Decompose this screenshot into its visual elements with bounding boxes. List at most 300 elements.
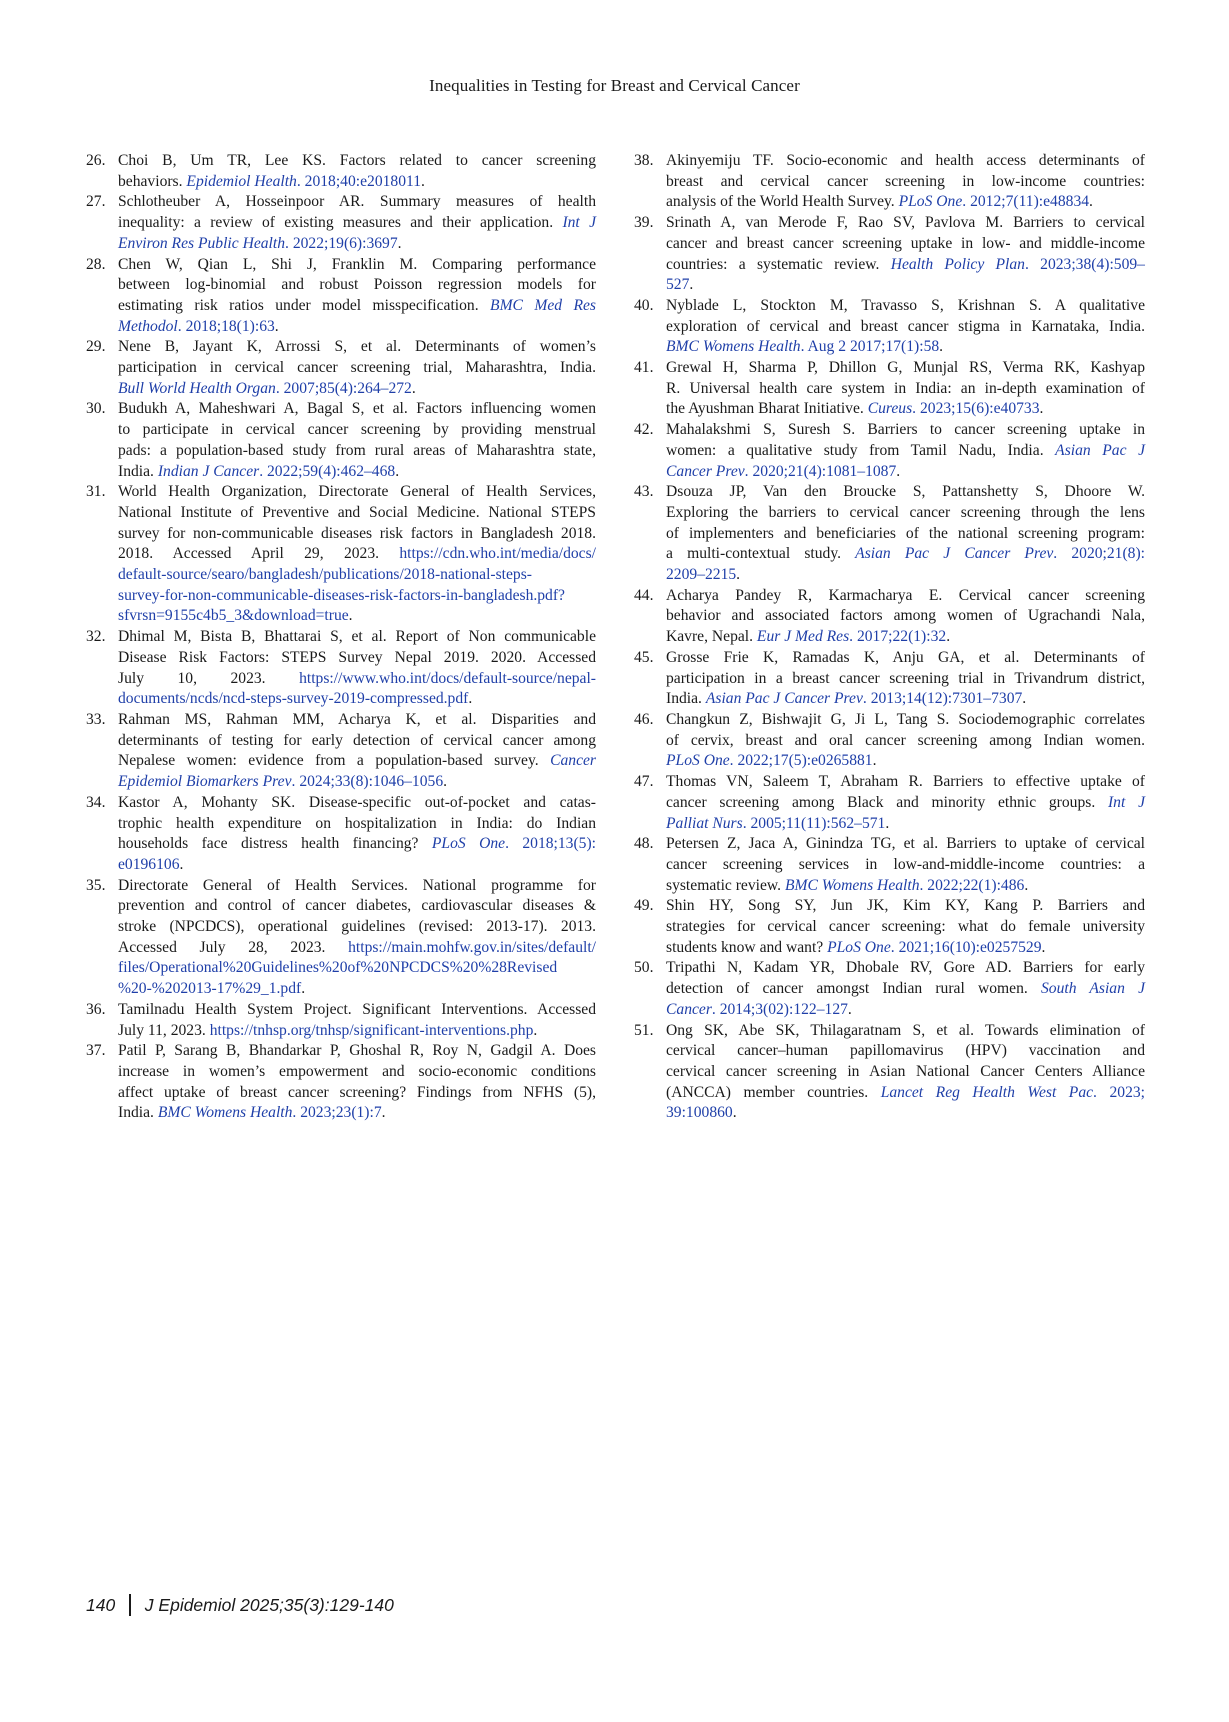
reference-line [118, 710, 596, 731]
reference-item [634, 213, 1145, 296]
reference-line [666, 337, 1145, 358]
reference-text: between log-binomial and robust Poisson regression models for [118, 276, 596, 294]
reference-link[interactable]: . 2014;3(02):122–127 [711, 1000, 848, 1018]
reference-text: Akinyemiju TF. Socio-economic and health access determinants of [666, 152, 1145, 169]
reference-line [666, 151, 1145, 172]
reference-text: . [395, 462, 400, 480]
reference-link[interactable]: . 2020;21(8): [1053, 545, 1145, 563]
reference-line [118, 689, 596, 710]
reference-text: Budukh A, Maheshwari A, Bagal S, et al. Factors influencing women [118, 400, 596, 418]
reference-text: trophic health expenditure on hospitalization in India: do Indian [118, 814, 596, 832]
reference-number: 43. [634, 483, 654, 501]
running-head: Inequalities in Testing for Breast and Cervical Cancer [429, 76, 800, 95]
reference-text: Directorate General of Health Services. National programme for [118, 876, 596, 894]
reference-text: Nene B, Jayant K, Arrossi S, et al. Determinants of women’s [118, 338, 596, 356]
reference-text: Nepalese women: evidence from a population-based survey. [118, 752, 551, 770]
reference-line [666, 462, 1145, 483]
journal-name: Environ Res Public Health [118, 234, 286, 252]
reference-text: Dsouza JP, Van den Broucke S, Pattanshetty S, Dhoore W. [666, 483, 1145, 501]
reference-link[interactable]: . 2020;21(4):1081–1087 [744, 462, 897, 480]
reference-line [666, 917, 1145, 938]
reference-text: participation in cervical cancer screening trial, Maharashtra, India. [118, 359, 596, 377]
reference-link[interactable]: survey-for-non-communicable-diseases-risk-factors-in-bangladesh.pdf? [118, 586, 565, 604]
reference-text: July 10, 2023. [118, 669, 300, 687]
reference-link[interactable]: . 2017;22(1):32 [849, 628, 947, 646]
reference-line [118, 317, 596, 338]
reference-line [118, 648, 596, 669]
reference-line [118, 669, 596, 690]
reference-item [86, 255, 596, 338]
reference-text: cancer screening among Black and minority ethnic groups. [666, 793, 1108, 811]
reference-text: . [1039, 400, 1044, 418]
reference-item [86, 192, 596, 254]
reference-line [118, 586, 596, 607]
reference-column-left [86, 151, 596, 1124]
reference-text: India. [118, 1104, 158, 1122]
reference-text: R. Universal health care system in India: an in-depth examination of [666, 379, 1145, 397]
reference-text: of cervix, breast and oral cancer screening among Indian women. [666, 731, 1145, 749]
reference-text: Ong SK, Abe SK, Thilagaratnam S, et al. Towards elimination of [666, 1021, 1145, 1039]
reference-line [118, 441, 596, 462]
reference-text: detection of cancer amongst Indian rural women. [666, 980, 1041, 998]
reference-number: 34. [86, 793, 106, 811]
reference-number: 36. [86, 1000, 106, 1018]
reference-text: Kavre, Nepal. [666, 628, 757, 646]
reference-link[interactable]: 2209–2215 [666, 566, 737, 584]
reference-line [666, 172, 1145, 193]
journal-name: Eur J Med Res [756, 628, 850, 646]
reference-text: . [1024, 876, 1029, 894]
journal-name: Asian Pac J Cancer Prev [855, 545, 1054, 563]
reference-line [118, 917, 596, 938]
reference-text: . [468, 690, 473, 708]
reference-line [118, 938, 596, 959]
reference-number: 32. [86, 628, 106, 646]
reference-line [118, 296, 596, 317]
page-number: 140 [86, 1594, 116, 1615]
reference-link[interactable]: . 2007;85(4):264–272 [275, 379, 412, 397]
reference-text: behaviors. [118, 172, 187, 190]
reference-line [118, 420, 596, 441]
reference-line [666, 503, 1145, 524]
journal-name: BMC Womens Health [784, 876, 920, 894]
reference-line [666, 565, 1145, 586]
reference-text: Srinath A, van Merode F, Rao SV, Pavlova M. Barriers to cervical [666, 214, 1145, 232]
reference-line [666, 689, 1145, 710]
reference-item [86, 482, 596, 627]
reference-text: students know and want? [666, 938, 828, 956]
reference-link[interactable]: https://tnhsp.org/tnhsp/significant-interventions.php [209, 1021, 534, 1039]
reference-link[interactable]: . 2022;59(4):462–468 [259, 462, 396, 480]
reference-text: . [381, 1104, 386, 1122]
footer-divider [129, 1594, 131, 1616]
reference-link[interactable]: . 2023; [1093, 1083, 1145, 1101]
reference-link[interactable]: . 2022;17(5):e0265881 [729, 752, 873, 770]
reference-line [666, 1000, 1145, 1021]
reference-line [118, 255, 596, 276]
reference-link[interactable]: 527 [666, 276, 690, 294]
reference-text: Choi B, Um TR, Lee KS. Factors related to cancer screening [118, 152, 596, 169]
reference-line [118, 482, 596, 503]
reference-line [118, 565, 596, 586]
reference-item [634, 296, 1145, 358]
reference-text: . [1022, 690, 1027, 708]
reference-item [86, 876, 596, 1000]
reference-link[interactable]: . 2005;11(11):562–571 [742, 814, 886, 832]
reference-item [634, 834, 1145, 896]
reference-item [86, 1000, 596, 1041]
reference-number: 27. [86, 193, 106, 211]
reference-link[interactable]: https://main.mohfw.gov.in/sites/default/ [348, 938, 596, 956]
reference-link[interactable]: . 2018;13(5): [505, 835, 596, 853]
reference-text: Thomas VN, Saleem T, Abraham R. Barriers to effective uptake of [666, 773, 1145, 791]
reference-link[interactable]: https://www.who.int/docs/default-source/nepal- [299, 669, 596, 687]
reference-line [118, 876, 596, 897]
journal-name: Lancet Reg Health West Pac [880, 1083, 1094, 1101]
journal-name: Cancer [666, 1000, 712, 1018]
reference-text: Tripathi N, Kadam YR, Dhobale RV, Gore AD. Barriers for early [666, 959, 1145, 977]
reference-text: Patil P, Sarang B, Bhandarkar P, Ghoshal R, Roy N, Gadgil A. Does [118, 1042, 596, 1060]
reference-line [666, 586, 1145, 607]
reference-line [666, 192, 1145, 213]
reference-line [118, 503, 596, 524]
reference-number: 49. [634, 897, 654, 915]
reference-line [666, 627, 1145, 648]
reference-line [666, 524, 1145, 545]
reference-line [118, 1000, 596, 1021]
reference-line [118, 814, 596, 835]
journal-name: Cancer [550, 752, 596, 770]
reference-text: of implementers and beneficiaries of the national screening program: [666, 524, 1145, 542]
reference-line [118, 731, 596, 752]
reference-item [634, 358, 1145, 420]
reference-text: to participate in cervical cancer screening by providing menstrual [118, 421, 596, 439]
reference-text: . [689, 276, 694, 294]
reference-item [86, 710, 596, 793]
reference-line [666, 399, 1145, 420]
reference-number: 42. [634, 421, 654, 439]
reference-line [666, 1083, 1145, 1104]
reference-column-right [634, 151, 1145, 1124]
reference-line [118, 606, 596, 627]
reference-line [666, 814, 1145, 835]
reference-text: cervical cancer screening in Asian National Cancer Centers Alliance [666, 1062, 1145, 1080]
reference-line [666, 1103, 1145, 1124]
reference-text: National Institute of Preventive and Social Medicine. National STEPS [118, 503, 596, 521]
reference-text: Grewal H, Sharma P, Dhillon G, Munjal RS, Verma RK, Kashyap [666, 359, 1145, 377]
reference-line [118, 772, 596, 793]
reference-number: 39. [634, 214, 654, 232]
reference-line [666, 876, 1145, 897]
reference-item [634, 482, 1145, 586]
reference-text: India. [666, 690, 706, 708]
journal-name: Epidemiol Health [186, 172, 297, 190]
reference-line [118, 234, 596, 255]
reference-line [666, 1021, 1145, 1042]
reference-text: Exploring the barriers to cervical cancer screening through the lens [666, 503, 1145, 521]
reference-line [666, 834, 1145, 855]
reference-line [666, 938, 1145, 959]
reference-text: Schlotheuber A, Hosseinpoor AR. Summary measures of health [118, 193, 596, 211]
reference-text: (ANCCA) member countries. [666, 1083, 881, 1101]
reference-line [666, 751, 1145, 772]
reference-item [634, 710, 1145, 772]
reference-text: July 11, 2023. [118, 1021, 210, 1039]
reference-number: 47. [634, 773, 654, 791]
reference-text: Grosse Frie K, Ramadas K, Anju GA, et al. Determinants of [666, 648, 1145, 666]
reference-text: Petersen Z, Jaca A, Ginindza TG, et al. Barriers to uptake of cervical [666, 835, 1145, 853]
reference-line [118, 544, 596, 565]
reference-item [634, 772, 1145, 834]
reference-number: 41. [634, 359, 654, 377]
reference-line [666, 296, 1145, 317]
reference-link[interactable]: e0196106 [118, 855, 180, 873]
journal-citation: J Epidemiol 2025;35(3):129-140 [144, 1594, 394, 1615]
reference-text: Nyblade L, Stockton M, Travasso S, Krishnan S. A qualitative [666, 296, 1145, 314]
reference-line [666, 317, 1145, 338]
reference-link[interactable]: documents/ncds/ncd-steps-survey-2019-compressed.pdf [118, 690, 469, 708]
reference-line [666, 544, 1145, 565]
reference-item [86, 1041, 596, 1124]
reference-number: 38. [634, 152, 654, 169]
reference-line [666, 958, 1145, 979]
reference-link[interactable]: %20-%202013-17%29_1.pdf [118, 980, 302, 998]
reference-link[interactable]: . Aug 2 2017;17(1):58 [800, 338, 940, 356]
reference-text: cervical cancer–human papillomavirus (HPV) vaccination and [666, 1042, 1145, 1060]
reference-link[interactable]: . 2023;23(1):7 [292, 1104, 382, 1122]
reference-text: Chen W, Qian L, Shi J, Franklin M. Comparing performance [118, 255, 596, 273]
reference-text: Rahman MS, Rahman MM, Acharya K, et al. Disparities and [118, 710, 596, 728]
reference-line [118, 896, 596, 917]
reference-line [666, 710, 1145, 731]
reference-item [634, 648, 1145, 710]
reference-text: Disease Risk Factors: STEPS Survey Nepal 2019. 2020. Accessed [118, 648, 596, 666]
reference-text: inequality: a review of existing measures and their application. [118, 214, 563, 232]
reference-text: . [872, 752, 877, 770]
reference-text: . [896, 462, 901, 480]
journal-name: Epidemiol Biomarkers Prev [118, 773, 292, 791]
reference-text: strategies for cervical cancer screening: what do female university [666, 918, 1145, 936]
reference-text: pads: a population-based study from rural areas of Maharashtra state, [118, 441, 596, 459]
reference-text: . [274, 317, 279, 335]
reference-line [118, 834, 596, 855]
reference-number: 46. [634, 710, 654, 728]
reference-text: India. [118, 462, 158, 480]
reference-line [118, 358, 596, 379]
reference-link[interactable]: . 2022;22(1):486 [919, 876, 1025, 894]
reference-text: Mahalakshmi S, Suresh S. Barriers to cancer screening uptake in [666, 421, 1145, 439]
reference-text: Accessed July 28, 2023. [118, 938, 349, 956]
reference-text: . [732, 1104, 737, 1122]
reference-text: 2018. Accessed April 29, 2023. [118, 545, 400, 563]
reference-text: systematic review. [666, 876, 785, 894]
reference-link[interactable]: . 2012;7(11):e48834 [962, 193, 1090, 211]
reference-text: countries: a systematic review. [666, 255, 891, 273]
reference-line [666, 1062, 1145, 1083]
journal-name: PLoS One [898, 193, 963, 211]
reference-text: Kastor A, Mohanty SK. Disease-specific out-of-pocket and catas- [118, 793, 596, 811]
reference-line [118, 462, 596, 483]
journal-name: Indian J Cancer [157, 462, 260, 480]
reference-item [634, 958, 1145, 1020]
reference-link[interactable]: . 2022;19(6):3697 [285, 234, 398, 252]
journal-name: Int J [562, 214, 596, 232]
reference-text: . [443, 773, 448, 791]
reference-line [666, 896, 1145, 917]
reference-text: behavior and associated factors among women of Ugrachandi Nala, [666, 607, 1145, 625]
journal-name: Int J [1107, 793, 1145, 811]
reference-item [634, 1021, 1145, 1125]
journal-name: BMC Womens Health [666, 338, 801, 356]
reference-line [666, 234, 1145, 255]
reference-number: 40. [634, 296, 654, 314]
journal-name: Asian Pac J Cancer Prev [705, 690, 863, 708]
reference-link[interactable]: . 2013;14(12):7301–7307 [862, 690, 1023, 708]
reference-link[interactable]: . 2023;15(6):e40733 [912, 400, 1040, 418]
reference-text: stroke (NPCDCS), operational guidelines (revised: 2013-17). 2013. [118, 918, 596, 936]
reference-line [118, 1083, 596, 1104]
reference-text: cancer screening services in low-and-middle-income countries: a [666, 855, 1145, 873]
reference-text: increase in women’s empowerment and socio-economic conditions [118, 1062, 596, 1080]
reference-line [118, 793, 596, 814]
journal-name: Asian Pac J [1055, 441, 1146, 459]
reference-text: . [301, 980, 306, 998]
reference-number: 30. [86, 400, 106, 418]
reference-number: 45. [634, 648, 654, 666]
reference-number: 51. [634, 1021, 654, 1039]
reference-link[interactable]: default-source/searo/bangladesh/publications/2018-national-steps- [118, 566, 532, 584]
reference-line [118, 958, 596, 979]
reference-text: . [421, 172, 425, 190]
reference-text: estimating risk ratios under model misspecification. [118, 296, 491, 314]
reference-text: a multi-contextual study. [666, 545, 856, 563]
reference-number: 48. [634, 835, 654, 853]
journal-name: Methodol [118, 317, 178, 335]
reference-line [118, 1021, 596, 1042]
reference-item [86, 793, 596, 876]
reference-number: 26. [86, 152, 106, 169]
reference-text: Dhimal M, Bista B, Bhattarai S, et al. Report of Non communicable [118, 628, 596, 646]
reference-text: . [348, 607, 353, 625]
reference-text: exploration of cervical and breast cancer stigma in Karnataka, India. [666, 317, 1145, 335]
reference-text: . [397, 234, 402, 252]
reference-text: . [885, 814, 890, 832]
journal-name: PLoS One [431, 835, 506, 853]
journal-name: Palliat Nurs [666, 814, 743, 832]
reference-line [118, 213, 596, 234]
reference-line [666, 275, 1145, 296]
reference-line [666, 793, 1145, 814]
reference-item [634, 896, 1145, 958]
reference-text: Acharya Pandey R, Karmacharya E. Cervical cancer screening [666, 586, 1145, 604]
reference-number: 37. [86, 1042, 106, 1060]
reference-line [118, 151, 596, 172]
reference-text: . [1041, 938, 1046, 956]
reference-text: affect uptake of breast cancer screening? Findings from NFHS (5), [118, 1083, 596, 1101]
reference-number: 28. [86, 255, 106, 273]
reference-link[interactable]: https://cdn.who.int/media/docs/ [399, 545, 596, 563]
reference-text: Shin HY, Song SY, Jun JK, Kim KY, Kang P. Barriers and [666, 897, 1145, 915]
reference-item [86, 151, 596, 192]
reference-line [666, 379, 1145, 400]
reference-item [86, 399, 596, 482]
journal-name: PLoS One [666, 752, 730, 770]
reference-text: survey for non-communicable diseases risk factors in Bangladesh 2018. [118, 524, 596, 542]
reference-text: the Ayushman Bharat Initiative. [666, 400, 868, 418]
reference-line [118, 192, 596, 213]
reference-line [118, 855, 596, 876]
reference-line [666, 420, 1145, 441]
journal-name: Cancer Prev [666, 462, 745, 480]
reference-text: women: a qualitative study from Tamil Nadu, India. [666, 441, 1056, 459]
reference-number: 44. [634, 586, 654, 604]
reference-text: prevention and control of cancer diabetes, cardiovascular diseases & [118, 897, 596, 915]
journal-name: Cureus [867, 400, 913, 418]
journal-name: South Asian J [1040, 980, 1145, 998]
reference-link[interactable]: . 2023;38(4):509– [1024, 255, 1145, 273]
journal-name: Bull World Health Organ [118, 379, 276, 397]
reference-text: . [946, 628, 951, 646]
reference-text: cancer and breast cancer screening uptake in low- and middle-income [666, 234, 1145, 252]
reference-line [118, 172, 596, 193]
reference-line [118, 275, 596, 296]
reference-line [666, 669, 1145, 690]
reference-item [86, 627, 596, 710]
reference-line [666, 213, 1145, 234]
reference-line [666, 1041, 1145, 1062]
reference-link[interactable]: . 2018;40:e2018011 [296, 172, 422, 190]
reference-link[interactable]: files/Operational%20Guidelines%20of%20NPCDCS%20%28Revised [118, 959, 558, 977]
reference-link[interactable]: sfvrsn=9155c4b5_3&download=true [118, 607, 349, 625]
reference-text: breast and cervical cancer screening in low-income countries: [666, 172, 1145, 190]
reference-number: 50. [634, 959, 654, 977]
reference-line [118, 524, 596, 545]
reference-line [118, 379, 596, 400]
reference-line [666, 855, 1145, 876]
journal-name: BMC Med Res [490, 296, 597, 314]
reference-link[interactable]: . 2018;18(1):63 [177, 317, 275, 335]
reference-text: . [533, 1021, 538, 1039]
reference-text: World Health Organization, Directorate General of Health Services, [118, 483, 596, 501]
reference-link[interactable]: 39:100860 [666, 1104, 733, 1122]
reference-text: . [1089, 193, 1093, 211]
reference-link[interactable]: . 2024;33(8):1046–1056 [291, 773, 444, 791]
reference-number: 33. [86, 710, 106, 728]
journal-name: Health Policy Plan [890, 255, 1025, 273]
reference-line [666, 979, 1145, 1000]
reference-number: 29. [86, 338, 106, 356]
reference-line [118, 399, 596, 420]
journal-name: BMC Womens Health [157, 1104, 293, 1122]
reference-text: participation in a breast cancer screening trial in Trivandrum district, [666, 669, 1145, 687]
reference-item [86, 337, 596, 399]
reference-line [118, 627, 596, 648]
reference-line [666, 772, 1145, 793]
reference-text: . [939, 338, 944, 356]
reference-text: Changkun Z, Bishwajit G, Ji L, Tang S. Sociodemographic correlates [666, 710, 1145, 728]
reference-number: 35. [86, 876, 106, 894]
reference-text: . [411, 379, 416, 397]
reference-text: determinants of testing for early detection of cervical cancer among [118, 731, 596, 749]
reference-text: Tamilnadu Health System Project. Significant Interventions. Accessed [118, 1000, 596, 1018]
reference-line [118, 1041, 596, 1062]
reference-link[interactable]: . 2021;16(10):e0257529 [890, 938, 1042, 956]
reference-line [118, 1062, 596, 1083]
reference-item [634, 586, 1145, 648]
reference-line [118, 979, 596, 1000]
reference-line [666, 648, 1145, 669]
reference-text: . [847, 1000, 852, 1018]
